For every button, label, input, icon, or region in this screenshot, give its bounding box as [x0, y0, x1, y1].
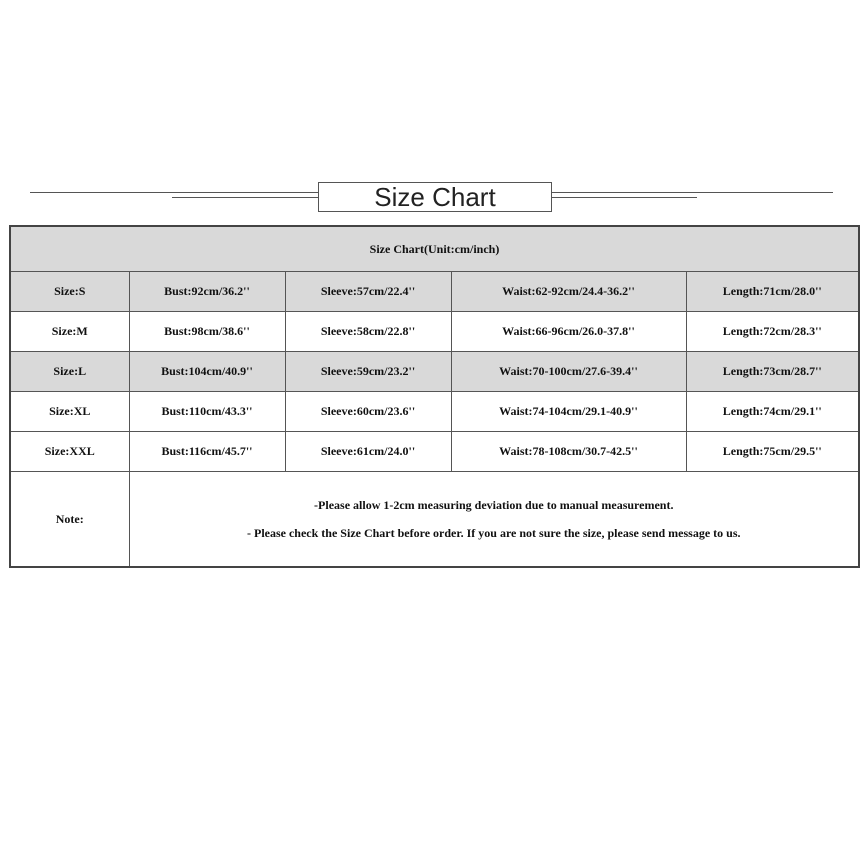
bust-cell: Bust:98cm/38.6'' — [129, 312, 285, 352]
waist-cell: Waist:78-108cm/30.7-42.5'' — [451, 432, 686, 472]
sleeve-cell: Sleeve:60cm/23.6'' — [285, 392, 451, 432]
bust-cell: Bust:92cm/36.2'' — [129, 272, 285, 312]
waist-cell: Waist:62-92cm/24.4-36.2'' — [451, 272, 686, 312]
title-rule-left-top — [30, 192, 318, 193]
table-row — [10, 392, 859, 432]
length-cell: Length:71cm/28.0'' — [686, 272, 859, 312]
bust-cell: Bust:104cm/40.9'' — [129, 352, 285, 392]
note-label: Note: — [10, 472, 129, 568]
page-title: Size Chart — [318, 182, 552, 212]
waist-cell: Waist:66-96cm/26.0-37.8'' — [451, 312, 686, 352]
table-row — [10, 352, 859, 392]
sleeve-cell: Sleeve:58cm/22.8'' — [285, 312, 451, 352]
waist-cell: Waist:70-100cm/27.6-39.4'' — [451, 352, 686, 392]
size-cell: Size:XXL — [10, 432, 129, 472]
note-content — [129, 472, 859, 568]
size-cell: Size:L — [10, 352, 129, 392]
waist-cell: Waist:74-104cm/29.1-40.9'' — [451, 392, 686, 432]
sleeve-cell: Sleeve:57cm/22.4'' — [285, 272, 451, 312]
note-line: - Please check the Size Chart before order. If you are not sure the size, please send message to us. — [247, 525, 741, 540]
table-row — [10, 272, 859, 312]
table-header-row — [10, 226, 859, 272]
size-cell: Size:M — [10, 312, 129, 352]
bust-cell: Bust:110cm/43.3'' — [129, 392, 285, 432]
length-cell: Length:75cm/29.5'' — [686, 432, 859, 472]
table-row — [10, 432, 859, 472]
sleeve-cell: Sleeve:59cm/23.2'' — [285, 352, 451, 392]
sleeve-cell: Sleeve:61cm/24.0'' — [285, 432, 451, 472]
note-row — [10, 472, 859, 568]
title-rule-right-top — [551, 192, 833, 193]
title-area — [0, 175, 864, 220]
length-cell: Length:72cm/28.3'' — [686, 312, 859, 352]
size-chart-table — [9, 225, 860, 568]
title-rule-left-bottom — [172, 197, 318, 198]
length-cell: Length:74cm/29.1'' — [686, 392, 859, 432]
title-rule-right-bottom — [551, 197, 697, 198]
table-caption: Size Chart(Unit:cm/inch) — [10, 226, 859, 272]
size-cell: Size:XL — [10, 392, 129, 432]
length-cell: Length:73cm/28.7'' — [686, 352, 859, 392]
size-cell: Size:S — [10, 272, 129, 312]
table-row — [10, 312, 859, 352]
note-line: -Please allow 1-2cm measuring deviation due to manual measurement. — [314, 497, 674, 512]
bust-cell: Bust:116cm/45.7'' — [129, 432, 285, 472]
